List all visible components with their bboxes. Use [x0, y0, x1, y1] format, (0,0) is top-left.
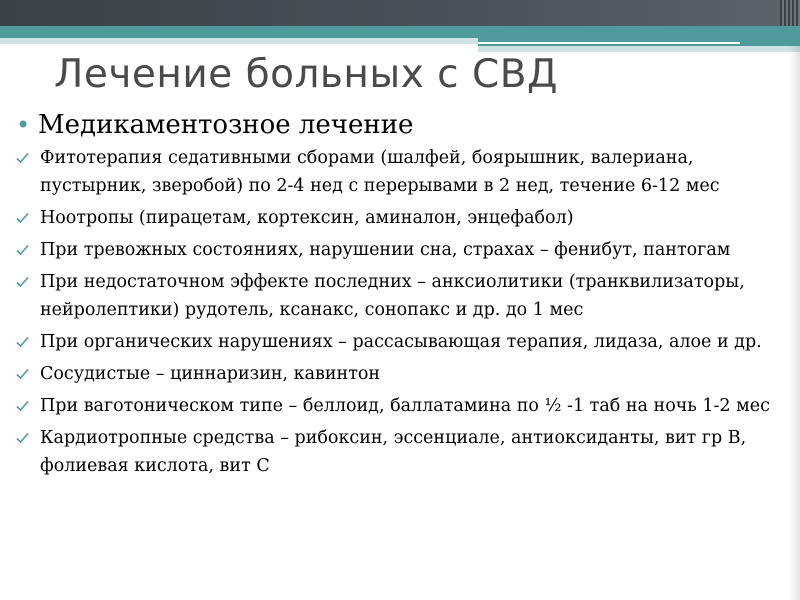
list-item: [16, 360, 792, 388]
list-item: [16, 236, 792, 264]
list-item: [16, 328, 792, 356]
list-item-text: Кардиотропные средства – рибоксин, эссенциале, антиоксиданты, вит гр В, фолиевая кислота, вит С: [40, 428, 747, 476]
round-bullet-icon: •: [16, 111, 31, 139]
checkmark-icon: [16, 268, 40, 296]
treatment-list: [16, 144, 792, 480]
list-item-text: При органических нарушениях – рассасывающая терапия, лидаза, алое и др.: [40, 332, 762, 352]
checkmark-icon: [16, 328, 40, 356]
header-teal-bar: [0, 26, 800, 38]
slide-title: Лечение больных с СВД: [54, 52, 558, 97]
list-item: [16, 392, 792, 420]
checkmark-icon: [16, 204, 40, 232]
list-item-text: При тревожных состояниях, нарушении сна, страхах – фенибут, пантогам: [40, 240, 731, 260]
checkmark-icon: [16, 144, 40, 172]
list-item-text: При недостаточном эффекте последних – анксиолитики (транквилизаторы, нейролептики) рудотель, ксанакс, сонопакс и др. до 1 мес: [40, 272, 745, 320]
checkmark-icon: [16, 236, 40, 264]
section-heading-text: Медикаментозное лечение: [38, 110, 414, 140]
checkmark-icon: [16, 392, 40, 420]
list-item: [16, 144, 792, 200]
header-dark-bar: [0, 0, 800, 26]
checkmark-icon: [16, 360, 40, 388]
list-item-text: Фитотерапия седативными сборами (шалфей, боярышник, валериана, пустырник, зверобой) по 2-4 нед с перерывами в 2 нед, течение 6-12 мес: [40, 148, 720, 196]
list-item: [16, 268, 792, 324]
section-heading: [16, 108, 792, 142]
list-item: [16, 204, 792, 232]
header-divider-line: [478, 42, 740, 44]
list-item-text: При ваготоническом типе – беллоид, баллатамина по ½ -1 таб на ночь 1-2 мес: [40, 396, 770, 416]
slide-content: [16, 108, 792, 484]
header-stripe-decoration: [780, 0, 800, 26]
list-item: [16, 424, 792, 480]
checkmark-icon: [16, 424, 40, 452]
list-item-text: Сосудистые – циннаризин, кавинтон: [40, 364, 381, 384]
list-item-text: Ноотропы (пирацетам, кортексин, аминалон, энцефабол): [40, 208, 574, 228]
header-light-bar: [0, 38, 478, 44]
